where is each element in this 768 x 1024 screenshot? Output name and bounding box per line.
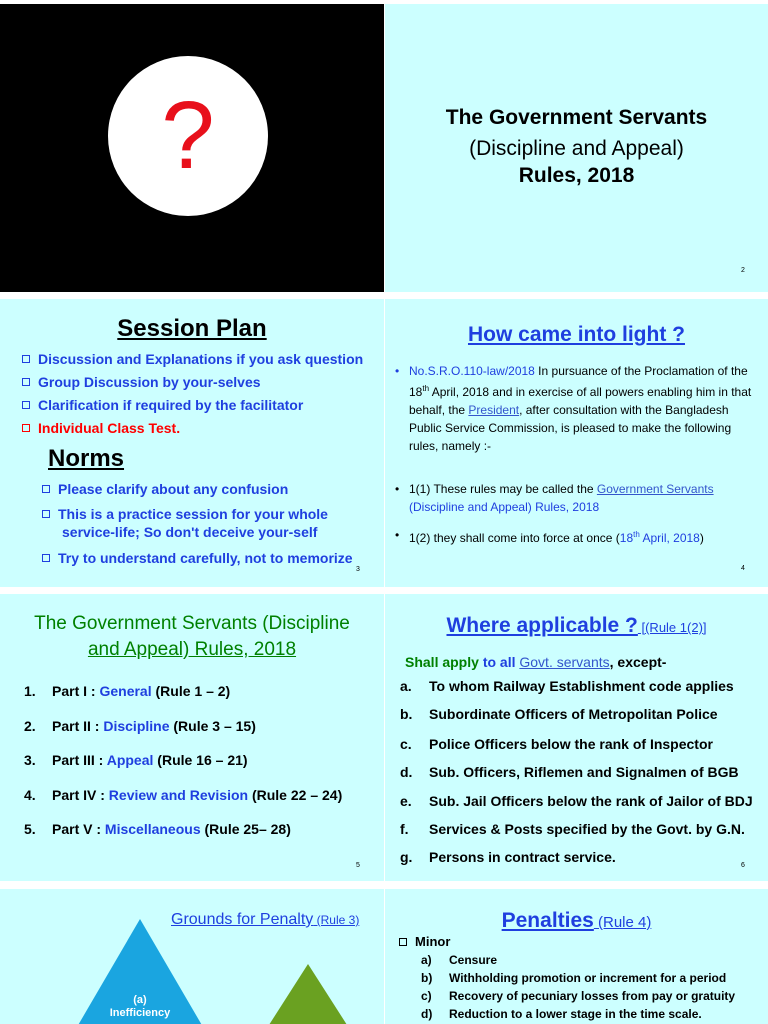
apply-lead: Shall apply to all Govt. servants, except-: [405, 654, 667, 670]
slide-number: 4: [741, 565, 745, 572]
slide-number: 3: [356, 566, 360, 573]
question-mark-icon: ?: [161, 82, 215, 189]
title-line-2: (Discipline and Appeal): [469, 137, 684, 160]
how-came-title: How came into light ?: [467, 323, 685, 346]
part-row: 2. Part II : Discipline (Rule 3 – 15): [24, 718, 256, 734]
square-bullet-icon: [22, 424, 30, 432]
president-link[interactable]: President: [468, 403, 520, 417]
penalty-item: b) Withholding promotion or increment for a period: [421, 971, 727, 985]
title-line-3: Rules, 2018: [518, 164, 635, 187]
paragraph-1: • No.S.R.O.110-law/2018 In pursuance of the Proclamation of the 18th April, 2018 and in exercise of all powers enabling him in that behalf, the President, after consultation with the Bangladesh Public Service Commission, is pleased to make the following rules, namely :-: [395, 364, 752, 453]
norm-item: Please clarify about any confusion: [42, 480, 382, 498]
govt-servants-link[interactable]: Govt. servants: [519, 654, 610, 670]
session-item: Clarification if required by the facilitator: [22, 397, 303, 413]
square-bullet-icon: [42, 510, 50, 518]
norm-item: This is a practice session for your whole service-life; So don't deceive your-self: [42, 505, 382, 541]
exception-row: f. Services & Posts specified by the Govt. by G.N.: [400, 821, 745, 837]
paragraph-2: • 1(1) These rules may be called the Government Servants (Discipline and Appeal) Rules, 2018: [395, 482, 714, 514]
government-servants-link[interactable]: Government Servants: [596, 482, 714, 496]
parts-title-line-1: The Government Servants (Discipline: [34, 613, 350, 634]
triangle-label: (a) Inefficiency: [109, 994, 171, 1019]
session-item: Individual Class Test.: [22, 420, 180, 436]
part-row: 3. Part III : Appeal (Rule 16 – 21): [24, 752, 248, 768]
parts-title-line-2: and Appeal) Rules, 2018: [87, 639, 297, 660]
norm-item: Try to understand carefully, not to memorize: [42, 549, 382, 567]
exception-row: e. Sub. Jail Officers below the rank of Jailor of BDJ: [400, 793, 753, 809]
title-line-1: The Government Servants: [445, 106, 708, 129]
part-row: 5. Part V : Miscellaneous (Rule 25– 28): [24, 821, 291, 837]
paragraph-3: • 1(2) they shall come into force at once (18th April, 2018): [395, 528, 704, 545]
triangles-graphic: [0, 889, 384, 1024]
square-bullet-icon: [22, 378, 30, 386]
exception-row: c. Police Officers below the rank of Inspector: [400, 736, 713, 752]
minor-heading: Minor: [399, 934, 450, 949]
part-row: 4. Part IV : Review and Revision (Rule 22 – 24): [24, 787, 343, 803]
session-item: Discussion and Explanations if you ask question: [22, 351, 363, 367]
slide-number: 5: [356, 862, 360, 869]
session-item: Group Discussion by your-selves: [22, 374, 261, 390]
slide-where-applicable: [385, 594, 768, 881]
penalty-item: a) Censure: [421, 953, 498, 967]
square-bullet-icon: [399, 938, 407, 946]
square-bullet-icon: [22, 401, 30, 409]
slide-number: 6: [741, 862, 745, 869]
where-applicable-title: Where applicable ? [(Rule 1(2)]: [446, 614, 707, 637]
slide-session-plan: [0, 299, 384, 587]
slide-parts: [0, 594, 384, 881]
square-bullet-icon: [42, 485, 50, 493]
exception-row: g. Persons in contract service.: [400, 849, 616, 865]
penalties-title: Penalties (Rule 4): [501, 909, 652, 932]
slide-penalties: [385, 889, 768, 1024]
slide-number: 2: [741, 267, 745, 274]
part-row: 1. Part I : General (Rule 1 – 2): [24, 683, 231, 699]
exception-row: d. Sub. Officers, Riflemen and Signalmen of BGB: [400, 764, 739, 780]
green-triangle: [260, 964, 356, 1024]
slide-how-came: [385, 299, 768, 587]
square-bullet-icon: [42, 554, 50, 562]
square-bullet-icon: [22, 355, 30, 363]
session-plan-title: Session Plan: [117, 315, 267, 342]
slide-grounds: [0, 889, 384, 1024]
grounds-title: Grounds for Penalty (Rule 3): [171, 911, 360, 928]
exception-row: b. Subordinate Officers of Metropolitan Police: [400, 706, 718, 722]
slide-question: [0, 4, 384, 292]
slide-title: [385, 4, 768, 292]
penalty-item: c) Recovery of pecuniary losses from pay or gratuity: [421, 989, 736, 1003]
norms-title: Norms: [48, 445, 125, 472]
exception-row: a. To whom Railway Establishment code applies: [400, 678, 734, 694]
penalty-item: d) Reduction to a lower stage in the time scale.: [421, 1007, 702, 1021]
